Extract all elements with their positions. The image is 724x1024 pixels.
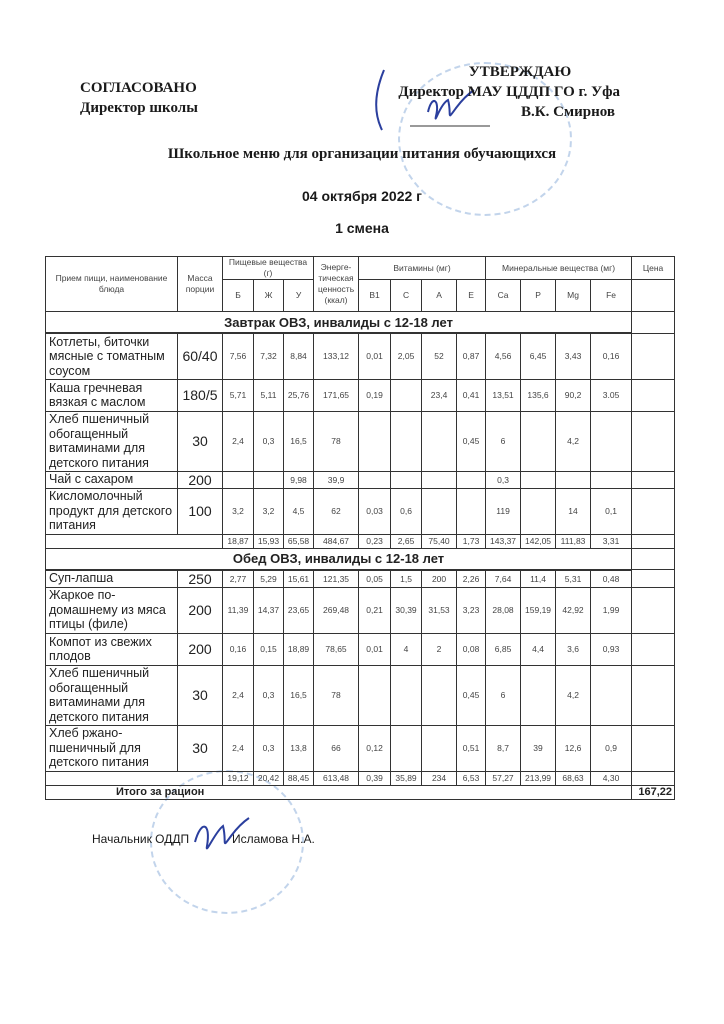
dish-mass: 180/5 bbox=[178, 379, 223, 411]
cell-price bbox=[632, 333, 675, 379]
dish-name: Хлеб пшеничный обогащенный витаминами для детского питания bbox=[46, 411, 178, 471]
cell-e bbox=[457, 488, 486, 534]
cell-fe: 1,99 bbox=[591, 587, 632, 633]
cell-c: 1,5 bbox=[391, 570, 422, 588]
cell-a bbox=[422, 725, 457, 771]
cell-ca: 13,51 bbox=[486, 379, 521, 411]
menu-table bbox=[45, 256, 675, 800]
cell-mg: 12,6 bbox=[556, 725, 591, 771]
cell-b: 2,77 bbox=[223, 570, 254, 588]
cell-mg: 3,6 bbox=[556, 633, 591, 665]
total-a: 234 bbox=[422, 771, 457, 785]
cell-zh: 0,15 bbox=[254, 633, 284, 665]
cell-price bbox=[632, 379, 675, 411]
cell-a: 52 bbox=[422, 333, 457, 379]
cell-u: 13,8 bbox=[284, 725, 314, 771]
header-a: A bbox=[422, 280, 457, 312]
section-price-cell bbox=[632, 548, 675, 570]
header-c: C bbox=[391, 280, 422, 312]
cell-e: 3,23 bbox=[457, 587, 486, 633]
cell-ca: 7,64 bbox=[486, 570, 521, 588]
total-label-empty bbox=[46, 771, 223, 785]
cell-p: 6,45 bbox=[521, 333, 556, 379]
cell-c bbox=[391, 725, 422, 771]
total-e: 1,73 bbox=[457, 534, 486, 548]
cell-b1: 0,19 bbox=[359, 379, 391, 411]
cell-ca: 119 bbox=[486, 488, 521, 534]
header-nutrients: Пищевые вещества (г) bbox=[223, 257, 314, 280]
total-a: 75,40 bbox=[422, 534, 457, 548]
dish-row bbox=[46, 587, 675, 633]
total-kcal: 484,67 bbox=[314, 534, 359, 548]
approved-signer: В.К. Смирнов bbox=[520, 104, 615, 120]
header-price-empty bbox=[632, 280, 675, 312]
cell-c bbox=[391, 471, 422, 488]
cell-p bbox=[521, 488, 556, 534]
total-b: 19,12 bbox=[223, 771, 254, 785]
cell-p: 39 bbox=[521, 725, 556, 771]
total-kcal: 613,48 bbox=[314, 771, 359, 785]
dish-name: Хлеб пшеничный обогащенный витаминами для детского питания bbox=[46, 665, 178, 725]
cell-a: 31,53 bbox=[422, 587, 457, 633]
cell-u: 16,5 bbox=[284, 665, 314, 725]
cell-kcal: 269,48 bbox=[314, 587, 359, 633]
cell-zh: 5,11 bbox=[254, 379, 284, 411]
total-u: 88,45 bbox=[284, 771, 314, 785]
header-mg: Mg bbox=[556, 280, 591, 312]
cell-zh bbox=[254, 471, 284, 488]
cell-kcal: 133,12 bbox=[314, 333, 359, 379]
dish-mass: 60/40 bbox=[178, 333, 223, 379]
cell-b: 2,4 bbox=[223, 665, 254, 725]
section-price-cell bbox=[632, 312, 675, 334]
cell-b1: 0,12 bbox=[359, 725, 391, 771]
cell-b: 5,71 bbox=[223, 379, 254, 411]
cell-b1 bbox=[359, 665, 391, 725]
grand-total-label: Итого за рацион bbox=[46, 785, 632, 799]
dish-row bbox=[46, 488, 675, 534]
header-b: Б bbox=[223, 280, 254, 312]
cell-ca: 6 bbox=[486, 411, 521, 471]
cell-fe: 3.05 bbox=[591, 379, 632, 411]
header-vitamins: Витамины (мг) bbox=[359, 257, 486, 280]
cell-price bbox=[632, 570, 675, 588]
total-zh: 20,42 bbox=[254, 771, 284, 785]
total-label-empty bbox=[46, 534, 223, 548]
cell-kcal: 78 bbox=[314, 411, 359, 471]
cell-p bbox=[521, 411, 556, 471]
cell-mg: 4,2 bbox=[556, 665, 591, 725]
agreed-position: Директор школы bbox=[80, 100, 198, 116]
cell-u: 4,5 bbox=[284, 488, 314, 534]
cell-u: 15,61 bbox=[284, 570, 314, 588]
header-b1: B1 bbox=[359, 280, 391, 312]
header-zh: Ж bbox=[254, 280, 284, 312]
dish-name: Жаркое по-домашнему из мяса птицы (филе) bbox=[46, 587, 178, 633]
dish-mass: 250 bbox=[178, 570, 223, 588]
cell-price bbox=[632, 411, 675, 471]
cell-kcal: 78,65 bbox=[314, 633, 359, 665]
cell-p bbox=[521, 665, 556, 725]
header-minerals: Минеральные вещества (мг) bbox=[486, 257, 632, 280]
cell-fe: 0,16 bbox=[591, 333, 632, 379]
cell-b1: 0,05 bbox=[359, 570, 391, 588]
footer-position: Начальник ОДДП bbox=[92, 832, 190, 846]
cell-b1: 0,21 bbox=[359, 587, 391, 633]
cell-e: 0,41 bbox=[457, 379, 486, 411]
cell-p: 135,6 bbox=[521, 379, 556, 411]
cell-zh: 0,3 bbox=[254, 665, 284, 725]
document-shift: 1 смена bbox=[335, 220, 389, 236]
cell-kcal: 39,9 bbox=[314, 471, 359, 488]
cell-c: 4 bbox=[391, 633, 422, 665]
cell-ca: 4,56 bbox=[486, 333, 521, 379]
cell-fe bbox=[591, 665, 632, 725]
cell-p: 159,19 bbox=[521, 587, 556, 633]
cell-u: 23,65 bbox=[284, 587, 314, 633]
cell-price bbox=[632, 587, 675, 633]
dish-name: Кисломолочный продукт для детского питания bbox=[46, 488, 178, 534]
approved-title: УТВЕРЖДАЮ bbox=[468, 64, 572, 80]
cell-mg: 90,2 bbox=[556, 379, 591, 411]
cell-price bbox=[632, 665, 675, 725]
header-price: Цена bbox=[632, 257, 675, 280]
dish-name: Котлеты, биточки мясные с томатным соусом bbox=[46, 333, 178, 379]
agreed-title: СОГЛАСОВАНО bbox=[80, 80, 197, 96]
cell-zh: 0,3 bbox=[254, 725, 284, 771]
cell-c: 2,05 bbox=[391, 333, 422, 379]
section-title: Завтрак ОВЗ, инвалиды с 12-18 лет bbox=[46, 312, 632, 334]
total-u: 65,58 bbox=[284, 534, 314, 548]
cell-b1: 0,01 bbox=[359, 333, 391, 379]
cell-b: 11,39 bbox=[223, 587, 254, 633]
cell-c: 30,39 bbox=[391, 587, 422, 633]
cell-fe: 0,93 bbox=[591, 633, 632, 665]
cell-b1: 0,03 bbox=[359, 488, 391, 534]
dish-mass: 30 bbox=[178, 411, 223, 471]
total-p: 142,05 bbox=[521, 534, 556, 548]
header-energy: Энерге-тическая ценность (ккал) bbox=[314, 257, 359, 312]
cell-b bbox=[223, 471, 254, 488]
cell-price bbox=[632, 471, 675, 488]
cell-fe: 0,48 bbox=[591, 570, 632, 588]
cell-mg: 14 bbox=[556, 488, 591, 534]
header-mass: Масса порции bbox=[178, 257, 223, 312]
cell-zh: 0,3 bbox=[254, 411, 284, 471]
dish-mass: 30 bbox=[178, 725, 223, 771]
cell-e bbox=[457, 471, 486, 488]
dish-row bbox=[46, 411, 675, 471]
footer-name: Исламова Н.А. bbox=[232, 832, 315, 846]
cell-e: 0,87 bbox=[457, 333, 486, 379]
cell-ca: 8,7 bbox=[486, 725, 521, 771]
section-title: Обед ОВЗ, инвалиды с 12-18 лет bbox=[46, 548, 632, 570]
cell-p bbox=[521, 471, 556, 488]
dish-row bbox=[46, 379, 675, 411]
cell-price bbox=[632, 488, 675, 534]
dish-mass: 200 bbox=[178, 633, 223, 665]
section-total-row bbox=[46, 771, 675, 785]
cell-b: 2,4 bbox=[223, 725, 254, 771]
cell-c bbox=[391, 411, 422, 471]
total-b1: 0,39 bbox=[359, 771, 391, 785]
cell-e: 0,45 bbox=[457, 411, 486, 471]
dish-name: Хлеб ржано-пшеничный для детского питания bbox=[46, 725, 178, 771]
dish-row bbox=[46, 471, 675, 488]
dish-row bbox=[46, 665, 675, 725]
dish-mass: 200 bbox=[178, 587, 223, 633]
cell-mg: 4,2 bbox=[556, 411, 591, 471]
cell-p: 4,4 bbox=[521, 633, 556, 665]
total-b1: 0,23 bbox=[359, 534, 391, 548]
dish-row bbox=[46, 725, 675, 771]
agreed-block bbox=[80, 78, 198, 118]
total-fe: 3,31 bbox=[591, 534, 632, 548]
dish-name: Каша гречневая вязкая с маслом bbox=[46, 379, 178, 411]
cell-u: 18,89 bbox=[284, 633, 314, 665]
cell-u: 8,84 bbox=[284, 333, 314, 379]
cell-fe: 0,1 bbox=[591, 488, 632, 534]
header-dish: Прием пищи, наименование блюда bbox=[46, 257, 178, 312]
total-c: 35,89 bbox=[391, 771, 422, 785]
cell-mg bbox=[556, 471, 591, 488]
footer-signature-block bbox=[92, 832, 315, 846]
total-p: 213,99 bbox=[521, 771, 556, 785]
cell-a bbox=[422, 665, 457, 725]
cell-p: 11,4 bbox=[521, 570, 556, 588]
grand-total-row bbox=[46, 785, 675, 799]
cell-b: 0,16 bbox=[223, 633, 254, 665]
header-ca: Ca bbox=[486, 280, 521, 312]
document-title: Школьное меню для организации питания обучающихся bbox=[167, 146, 557, 162]
cell-b1 bbox=[359, 471, 391, 488]
total-fe: 4,30 bbox=[591, 771, 632, 785]
total-zh: 15,93 bbox=[254, 534, 284, 548]
cell-a: 2 bbox=[422, 633, 457, 665]
dish-mass: 100 bbox=[178, 488, 223, 534]
cell-zh: 5,29 bbox=[254, 570, 284, 588]
dish-row bbox=[46, 570, 675, 588]
cell-a bbox=[422, 471, 457, 488]
cell-u: 16,5 bbox=[284, 411, 314, 471]
dish-name: Компот из свежих плодов bbox=[46, 633, 178, 665]
cell-mg: 5,31 bbox=[556, 570, 591, 588]
total-ca: 57,27 bbox=[486, 771, 521, 785]
cell-c bbox=[391, 665, 422, 725]
cell-e: 0,45 bbox=[457, 665, 486, 725]
cell-c bbox=[391, 379, 422, 411]
cell-kcal: 78 bbox=[314, 665, 359, 725]
cell-kcal: 62 bbox=[314, 488, 359, 534]
cell-fe bbox=[591, 471, 632, 488]
cell-a bbox=[422, 488, 457, 534]
cell-kcal: 171,65 bbox=[314, 379, 359, 411]
dish-name: Чай с сахаром bbox=[46, 471, 178, 488]
cell-u: 25,76 bbox=[284, 379, 314, 411]
dish-mass: 30 bbox=[178, 665, 223, 725]
cell-b1: 0,01 bbox=[359, 633, 391, 665]
total-ca: 143,37 bbox=[486, 534, 521, 548]
approved-block bbox=[380, 62, 620, 122]
cell-e: 0,51 bbox=[457, 725, 486, 771]
total-e: 6,53 bbox=[457, 771, 486, 785]
total-b: 18,87 bbox=[223, 534, 254, 548]
cell-ca: 6,85 bbox=[486, 633, 521, 665]
cell-zh: 14,37 bbox=[254, 587, 284, 633]
header-p: P bbox=[521, 280, 556, 312]
cell-ca: 0,3 bbox=[486, 471, 521, 488]
section-row bbox=[46, 548, 675, 570]
total-c: 2,65 bbox=[391, 534, 422, 548]
cell-b: 3,2 bbox=[223, 488, 254, 534]
cell-mg: 42,92 bbox=[556, 587, 591, 633]
cell-b: 7,56 bbox=[223, 333, 254, 379]
total-price-empty bbox=[632, 534, 675, 548]
dish-row bbox=[46, 633, 675, 665]
cell-c: 0,6 bbox=[391, 488, 422, 534]
cell-mg: 3,43 bbox=[556, 333, 591, 379]
cell-fe: 0,9 bbox=[591, 725, 632, 771]
cell-ca: 28,08 bbox=[486, 587, 521, 633]
cell-price bbox=[632, 633, 675, 665]
dish-name: Суп-лапша bbox=[46, 570, 178, 588]
cell-u: 9,98 bbox=[284, 471, 314, 488]
total-mg: 111,83 bbox=[556, 534, 591, 548]
cell-a: 23,4 bbox=[422, 379, 457, 411]
cell-kcal: 66 bbox=[314, 725, 359, 771]
approved-position: Директор МАУ ЦДДП ГО г. Уфа bbox=[398, 84, 620, 100]
cell-b1 bbox=[359, 411, 391, 471]
header-fe: Fe bbox=[591, 280, 632, 312]
header-e: E bbox=[457, 280, 486, 312]
document-date: 04 октября 2022 г bbox=[302, 188, 422, 204]
total-price-empty bbox=[632, 771, 675, 785]
cell-kcal: 121,35 bbox=[314, 570, 359, 588]
dish-mass: 200 bbox=[178, 471, 223, 488]
section-total-row bbox=[46, 534, 675, 548]
cell-zh: 7,32 bbox=[254, 333, 284, 379]
total-mg: 68,63 bbox=[556, 771, 591, 785]
cell-price bbox=[632, 725, 675, 771]
cell-fe bbox=[591, 411, 632, 471]
cell-a bbox=[422, 411, 457, 471]
section-row bbox=[46, 312, 675, 334]
cell-e: 2,26 bbox=[457, 570, 486, 588]
cell-e: 0,08 bbox=[457, 633, 486, 665]
cell-b: 2,4 bbox=[223, 411, 254, 471]
header-u: У bbox=[284, 280, 314, 312]
grand-total-value: 167,22 bbox=[632, 785, 675, 799]
cell-ca: 6 bbox=[486, 665, 521, 725]
cell-a: 200 bbox=[422, 570, 457, 588]
dish-row bbox=[46, 333, 675, 379]
cell-zh: 3,2 bbox=[254, 488, 284, 534]
